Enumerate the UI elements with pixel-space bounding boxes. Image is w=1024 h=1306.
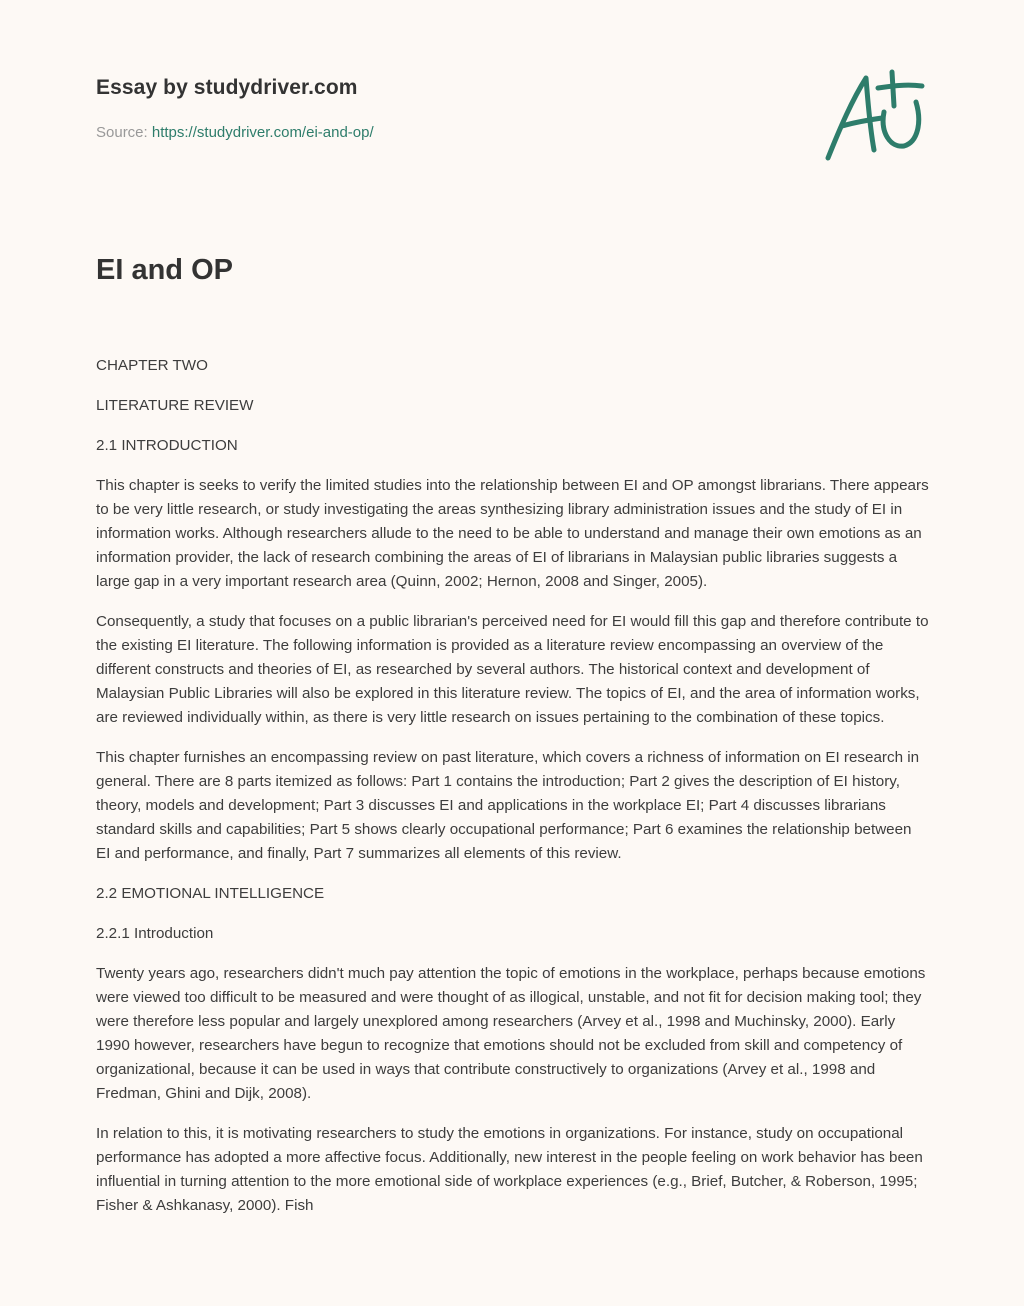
section-heading: LITERATURE REVIEW: [96, 397, 254, 414]
section-heading: 2.1 INTRODUCTION: [96, 437, 238, 454]
paragraph: This chapter is seeks to verify the limited studies into the relationship between EI and OP amongst librarians. There appears to be very little research, or study investigating the areas synthesizing library administration issues and the study of EI in information works. Although researchers allude to the need to be able to understand and manage their own emotions as an information provider, the lack of research combining the areas of EI of librarians in Malaysian public libraries suggests a large gap in a very important research area (Quinn, 2002; Hernon, 2008 and Singer, 2005).: [96, 477, 929, 590]
paragraph: Twenty years ago, researchers didn't much pay attention the topic of emotions in the workplace, perhaps because emotions were viewed too difficult to be measured and were thought of as illogical, unstable, and not fit for decision making tool; they were therefore less popular and largely unexplored among researchers (Arvey et al., 1998 and Muchinsky, 2000). Early 1990 however, researchers have begun to recognize that emotions should not be excluded from skill and competency of organizational, because it can be used in ways that contribute constructively to organizations (Arvey et al., 1998 and Fredman, Ghini and Dijk, 2008).: [96, 965, 926, 1102]
site-brand: Essay by studydriver.com: [96, 76, 358, 99]
document-body: [96, 354, 930, 1234]
subsection-heading: 2.2.1 Introduction: [96, 925, 214, 942]
paragraph: This chapter furnishes an encompassing review on past literature, which covers a richness of information on EI research in general. There are 8 parts itemized as follows: Part 1 contains the introduction; Part 2 gives the description of EI history, theory, models and development; Part 3 discusses EI and applications in the workplace EI; Part 4 discusses librarians standard skills and capabilities; Part 5 shows clearly occupational performance; Part 6 examines the relationship between EI and performance, and finally, Part 7 summarizes all elements of this review.: [96, 749, 920, 862]
source-line: [96, 124, 374, 141]
paragraph: Consequently, a study that focuses on a public librarian's perceived need for EI would fill this gap and therefore contribute to the existing EI literature. The following information is provided as a literature review encompassing an overview of the different constructs and theories of EI, as researched by several authors. The historical context and development of Malaysian Public Libraries will also be explored in this literature review. The topics of EI, and the area of information works, are reviewed individually within, as there is very little research on issues pertaining to the combination of these topics.: [96, 613, 929, 726]
a-plus-logo-icon: [820, 66, 930, 166]
paragraph: In relation to this, it is motivating researchers to study the emotions in organizations. For instance, study on occupational performance has adopted a more affective focus. Additionally, new interest in the people feeling on work behavior has been influential in turning attention to the more emotional side of workplace experiences (e.g., Brief, Butcher, & Roberson, 1995; Fisher & Ashkanasy, 2000). Fish: [96, 1125, 923, 1214]
chapter-label: CHAPTER TWO: [96, 357, 208, 374]
document-title: EI and OP: [96, 254, 233, 286]
source-label: Source:: [96, 124, 152, 141]
source-link[interactable]: https://studydriver.com/ei-and-op/: [151, 124, 374, 141]
section-heading: 2.2 EMOTIONAL INTELLIGENCE: [96, 885, 325, 902]
